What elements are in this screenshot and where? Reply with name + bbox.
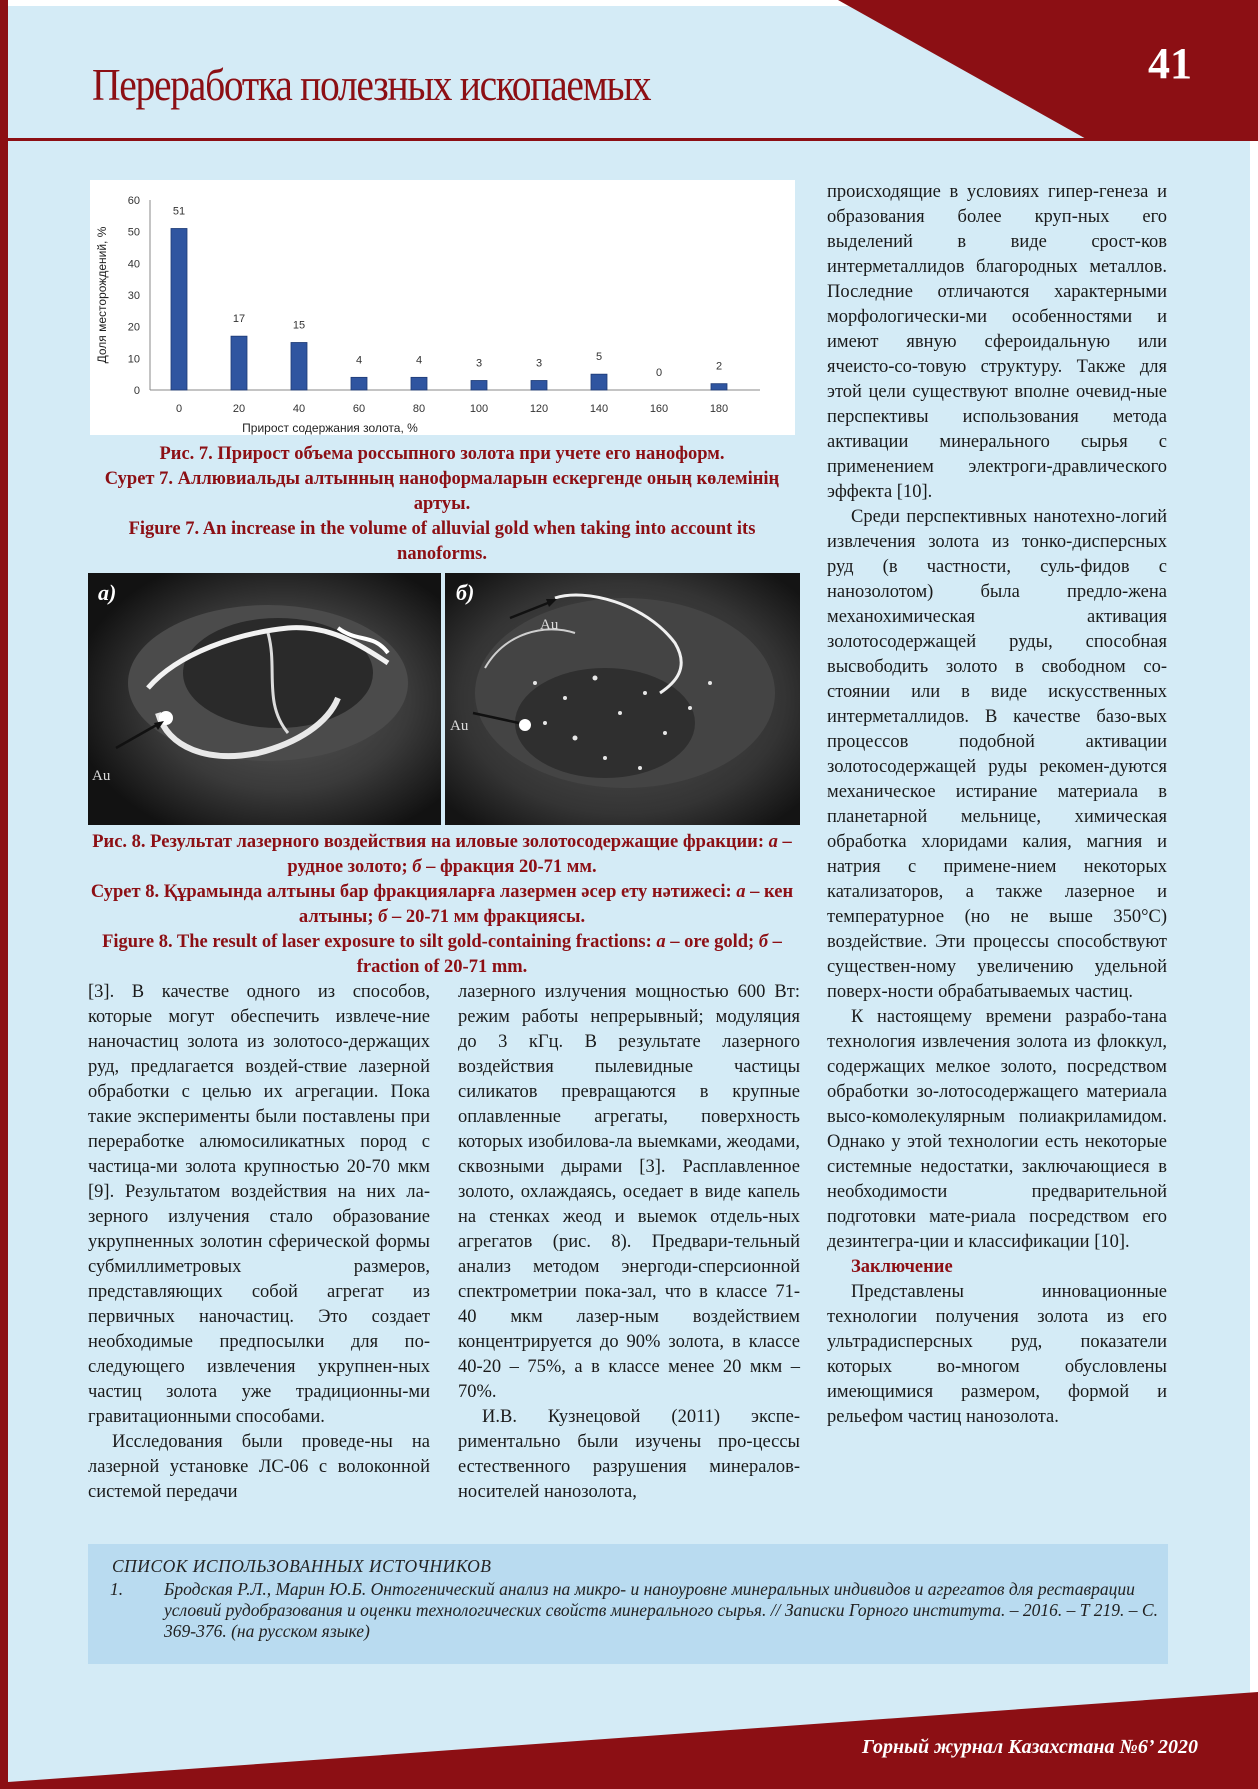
data-label: 0 xyxy=(655,367,663,379)
chart-bar xyxy=(291,343,307,391)
section-heading: Заключение xyxy=(851,1257,953,1277)
caption-en: Figure 7. An increase in the volume of alluvial gold when taking into account its nanoforms. xyxy=(128,519,756,564)
paragraph: Исследования были проведе-ны на лазерной установке ЛС-06 с волоконной системой передачи xyxy=(88,1432,430,1502)
figure-8b-photo xyxy=(445,573,800,825)
caption-kz: Сурет 7. Аллювиальды алтынның наноформаларын ескергенде оның көлемінің артуы. xyxy=(104,469,780,514)
x-tick-label: 140 xyxy=(589,403,609,415)
corner-decoration xyxy=(838,0,1258,140)
journal-footer: Горный журнал Казахстана №6’ 2020 xyxy=(861,1736,1198,1758)
data-label: 15 xyxy=(292,319,306,332)
figure-8a-label: а) xyxy=(98,580,117,605)
figure-8b-au-label-1: Au xyxy=(540,617,559,633)
x-tick-label: 0 xyxy=(175,403,183,415)
paragraph: [3]. В качестве одного из способов, которые могут обеспечить извлече-ние наночастиц золота из золотосо-держащих руд, предлагается воздей-ствие лазерной обработки с целью их агрегации. Пока такие эксперименты были поставлены при переработке алюмосиликатных пород с частица-ми золота крупностью 20-70 мкм [9]. Результатом воздействия на них ла-зерного излучения стало образование укрупненных золотин сферической формы субмиллиметровых размеров, представляющих собой агрегат из первичных наночастиц. Это создает необходимые предпосылки для по-следующего извлечения укрупнен-ных частиц золота уже традиционны-ми гравитационными способами. xyxy=(88,982,430,1427)
data-label: 3 xyxy=(535,357,543,370)
figure-8-caption xyxy=(82,830,802,980)
x-tick-label: 80 xyxy=(412,403,426,415)
figure-8b-label: б) xyxy=(456,580,475,605)
x-tick-label: 60 xyxy=(352,403,366,415)
caption-kz: Сурет 8. Құрамында алтыны бар фракцияларға лазермен әсер ету нәтижесі: а – кен алтыны; б – 20-71 мм фракциясы. xyxy=(90,882,794,927)
x-axis-title: Прирост содержания золота, % xyxy=(242,421,418,435)
reference-number: 1. xyxy=(110,1579,124,1599)
x-tick-label: 120 xyxy=(529,403,549,415)
paragraph: И.В. Кузнецовой (2011) экспе-риментально были изучены про-цессы естественного разрушения минералов-носителей нанозолота, xyxy=(458,1407,800,1502)
caption-ru: Рис. 7. Прирост объема россыпного золота при учете его наноформ. xyxy=(159,444,725,464)
data-label: 3 xyxy=(475,357,483,370)
y-tick-label: 50 xyxy=(127,226,140,239)
header-rule xyxy=(8,138,1258,141)
figure-8b-au-label-2: Au xyxy=(450,718,469,734)
page-number: 41 xyxy=(1148,39,1192,88)
y-axis-title: Доля месторождений, % xyxy=(95,226,109,364)
data-label: 4 xyxy=(355,354,363,367)
x-tick-label: 40 xyxy=(292,403,306,415)
data-label: 51 xyxy=(172,205,186,218)
paragraph: Представлены инновационные технологии получения золота из его ультрадисперсных руд, показатели которых во-многом обусловлены имеющимися размером, формой и рельефом частиц нанозолота. xyxy=(827,1282,1167,1427)
footer-band xyxy=(0,1680,1258,1789)
chart-bar xyxy=(531,381,547,391)
chart-bar xyxy=(351,377,367,390)
chart-bar xyxy=(471,381,487,391)
y-tick-label: 60 xyxy=(127,195,140,207)
chart-bar xyxy=(231,336,247,390)
text-column-2 xyxy=(458,980,800,1505)
figure-7-chart xyxy=(90,180,795,435)
chart-bar xyxy=(591,374,607,390)
x-tick-label: 100 xyxy=(469,403,489,415)
figure-7-caption xyxy=(82,442,802,567)
data-label: 17 xyxy=(232,313,246,326)
chart-bar xyxy=(411,377,427,390)
section-title: Переработка полезных ископаемых xyxy=(92,59,651,110)
left-accent-bar xyxy=(0,0,8,1789)
paragraph: лазерного излучения мощностью 600 Вт: режим работы непрерывный; модуляция до 3 кГц. В результате лазерного воздействия пылевидные частицы силикатов превращаются в крупные оплавленные агрегаты, поверхность которых изобилова-ла выемками, жеодами, сквозными дырами [3]. Расплавленное золото, охлаждаясь, оседает в виде капель на стенках жеод и выемок отдель-ных агрегатов (рис. 8). Предвари-тельный анализ методом энергоди-сперсионной спектрометрии пока-зал, что в классе 71-40 мкм лазер-ным воздействием концентрируется до 90% золота, в классе 40-20 – 75%, а в классе менее 20 мкм – 70%. xyxy=(458,982,800,1402)
y-tick-label: 0 xyxy=(133,385,140,397)
y-tick-label: 20 xyxy=(127,321,140,334)
data-label: 4 xyxy=(415,354,423,367)
data-label: 2 xyxy=(715,360,723,373)
references-heading: СПИСОК ИСПОЛЬЗОВАННЫХ ИСТОЧНИКОВ xyxy=(112,1556,492,1576)
paragraph: К настоящему времени разрабо-тана технология извлечения золота из флоккул, содержащих мелкое золото, посредством обработки зо-лотосодержащего материала высо-комолекулярным полиакриламидом. Однако у этой технологии есть некоторые системные недостатки, заключающиеся в необходимости предварительной подготовки мате-риала посредством его дезинтегра-ции и классификации [10]. xyxy=(827,1007,1167,1252)
x-tick-label: 160 xyxy=(649,403,669,415)
text-column-1 xyxy=(88,980,430,1505)
y-tick-label: 40 xyxy=(127,258,140,271)
references-box xyxy=(88,1544,1168,1664)
figure-8a-photo xyxy=(88,573,441,825)
caption-ru: Рис. 8. Результат лазерного воздействия на иловые золотосодержащие фракции: а – рудное золото; б – фракция 20-71 мм. xyxy=(92,832,792,877)
figure-8a-au-label: Au xyxy=(92,768,111,784)
y-tick-label: 30 xyxy=(127,290,140,302)
paragraph: Среди перспективных нанотехно-логий извлечения золота из тонко-дисперсных руд (в частности, суль-фидов с нанозолотом) была предло-жена механохимическая активация золотосодержащей руды, способная высвободить золото в свободном со-стоянии или в виде искусственных интерметаллидов. В качестве базо-вых процессов подобной активации золотосодержащей руды рекомен-дуются механическое истирание материала в планетарной мельнице, химическая обработка хлоридами калия, магния и натрия с примене-нием некоторых катализаторов, а также лазерное и температурное (но не выше 350°С) воздействие. Эти процессы способствуют существен-ному увеличению удельной поверх-ности обрабатываемых частиц. xyxy=(827,507,1167,1002)
chart-bar xyxy=(171,229,187,391)
text-column-3 xyxy=(827,180,1167,1430)
paragraph: происходящие в условиях гипер-генеза и образования более круп-ных его выделений в виде срост-ков интерметаллидов благородных металлов. Последние отличаются характерными морфологически-ми особенностями и имеют явную сфероидальную или ячеисто-со-товую структуру. Также для этой цели существуют вполне очевид-ные перспективы использования метода активации минерального сырья с применением электроги-дравлического эффекта [10]. xyxy=(827,182,1167,502)
data-label: 5 xyxy=(595,351,603,364)
chart-bar xyxy=(711,384,727,390)
x-tick-label: 20 xyxy=(232,403,246,415)
caption-en: Figure 8. The result of laser exposure to silt gold-containing fractions: a – ore gold; б – fraction of 20-71 mm. xyxy=(102,932,782,977)
y-tick-label: 10 xyxy=(127,353,140,366)
x-tick-label: 180 xyxy=(709,403,729,415)
reference-text: Бродская Р.Л., Марин Ю.Б. Онтогенический анализ на микро- и наноуровне минеральных индивидов и агрегатов для реставрации условий рудобразования и оценки технологических свойств минерального сырья. // Записки Горного института. – 2016. – Т 219. – С. 369-376. (на русском языке) xyxy=(164,1579,1158,1641)
